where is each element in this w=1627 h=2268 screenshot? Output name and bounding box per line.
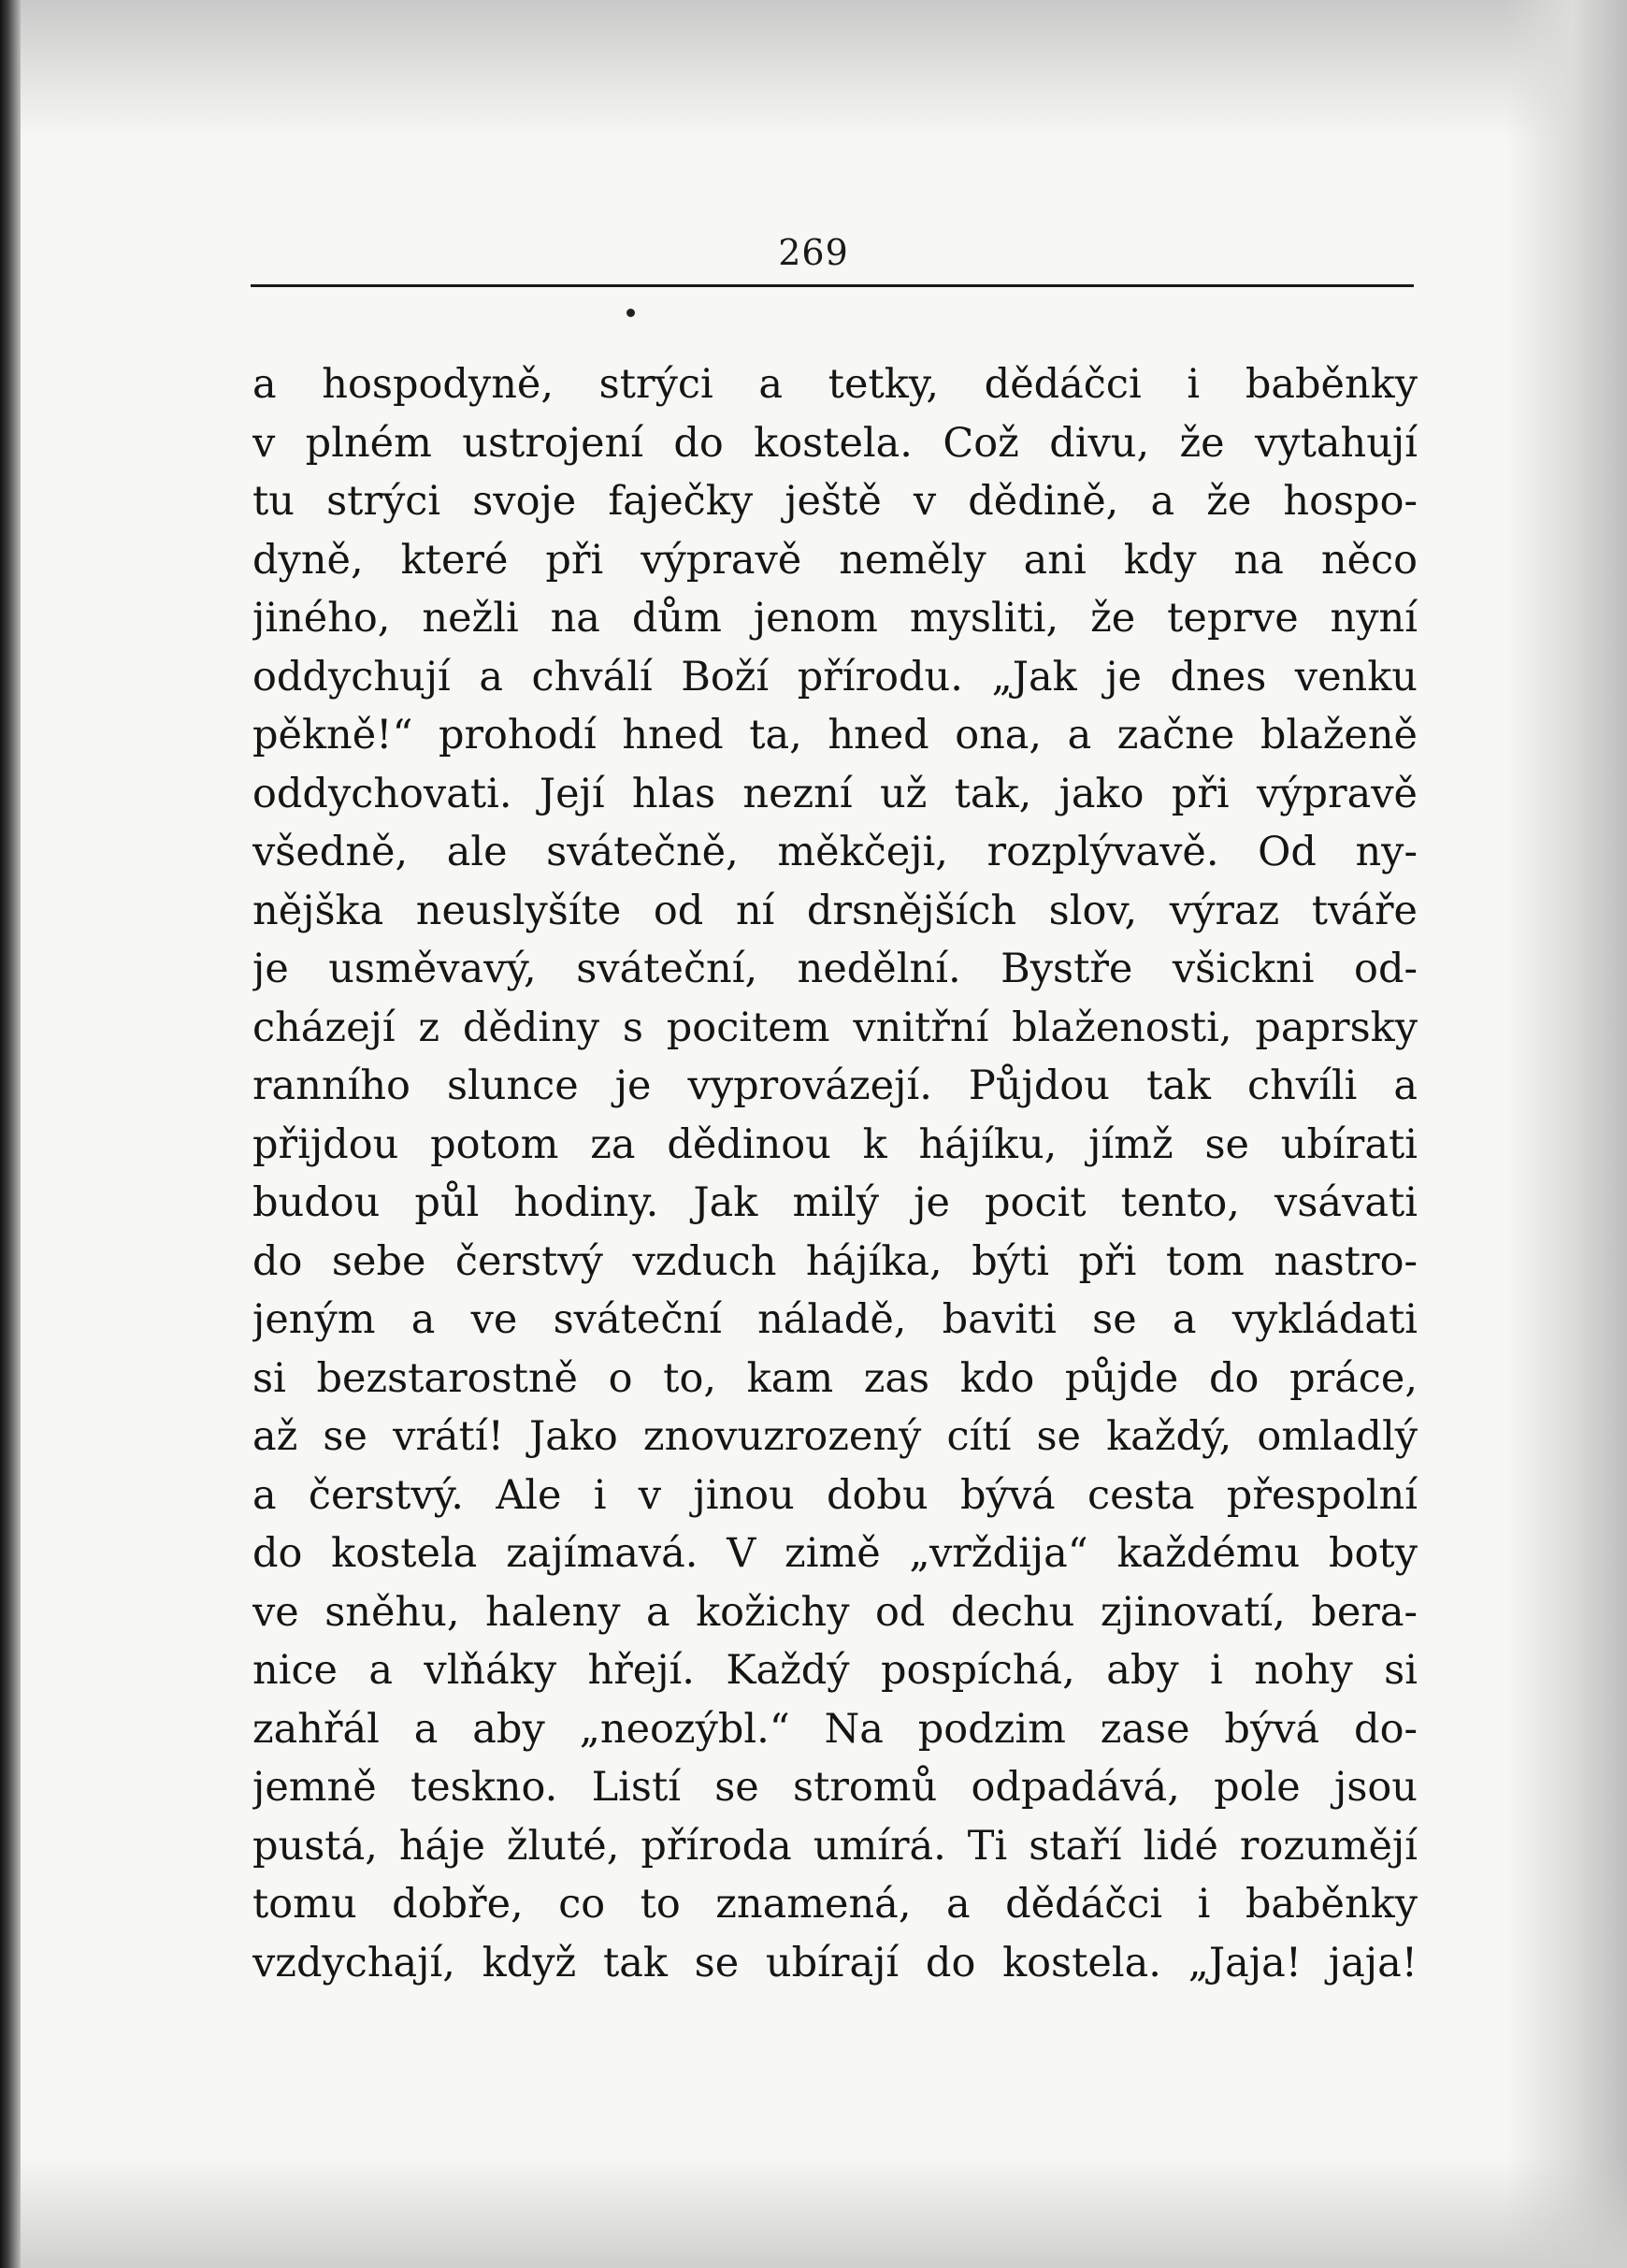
text-line: a čerstvý. Ale i v jinou dobu bývá cesta přespolní xyxy=(252,1471,1418,1519)
text-line: všedně, ale svátečně, měkčeji, rozplývavě. Od ny- xyxy=(252,829,1418,875)
text-line: ve sněhu, haleny a kožichy od dechu zjinovatí, bera- xyxy=(252,1588,1418,1636)
text-line: pustá, háje žluté, příroda umírá. Ti staří lidé rozumějí xyxy=(252,1822,1418,1870)
page-shadow-top xyxy=(0,0,1627,140)
text-line: pěkně!“ prohodí hned ta, hned ona, a začne blaženě xyxy=(252,712,1418,758)
text-line: oddychují a chválí Boží přírodu. „Jak je dnes venku xyxy=(252,653,1418,701)
page-shadow-bottom xyxy=(0,2156,1627,2268)
body-text xyxy=(252,355,1418,1992)
print-speck xyxy=(626,309,635,317)
text-line: si bezstarostně o to, kam zas kdo půjde do práce, xyxy=(252,1354,1418,1402)
text-line: jiného, nežli na dům jenom mysliti, že teprve nyní xyxy=(252,595,1418,642)
text-line: až se vrátí! Jako znovuzrozený cítí se každý, omladlý xyxy=(252,1413,1418,1460)
text-line: ranního slunce je vyprovázejí. Půjdou tak chvíli a xyxy=(252,1062,1418,1109)
text-line: v plném ustrojení do kostela. Což divu, že vytahují xyxy=(252,419,1418,467)
text-line: přijdou potom za dědinou k hájíku, jímž se ubírati xyxy=(252,1120,1418,1168)
header-rule xyxy=(251,284,1414,287)
text-line: jemně teskno. Listí se stromů odpadává, pole jsou xyxy=(252,1764,1418,1811)
page-shadow-right xyxy=(1505,0,1627,2268)
text-line: nice a vlňáky hřejí. Každý pospíchá, aby i nohy si xyxy=(252,1647,1418,1694)
text-line: je usměvavý, sváteční, nedělní. Bystře všickni od- xyxy=(252,946,1418,992)
text-line: oddychovati. Její hlas nezní už tak, jako při výpravě xyxy=(252,770,1418,817)
text-line: vzdychají, když tak se ubírají do kostela. „Jaja! jaja! xyxy=(252,1939,1418,1986)
binding-edge xyxy=(0,0,21,2268)
text-line: cházejí z dědiny s pocitem vnitřní blaženosti, paprsky xyxy=(252,1004,1418,1051)
text-line: tomu dobře, co to znamená, a dědáčci i baběnky xyxy=(252,1881,1418,1928)
text-line: do kostela zajímavá. V zimě „vrždija“ každému boty xyxy=(252,1530,1418,1577)
text-line: dyně, které při výpravě neměly ani kdy na něco xyxy=(252,536,1418,584)
page-number: 269 xyxy=(778,232,849,273)
text-line: nějška neuslyšíte od ní drsnějších slov, výraz tváře xyxy=(252,887,1418,934)
text-line: jeným a ve sváteční náladě, baviti se a vykládati xyxy=(252,1296,1418,1343)
text-line: do sebe čerstvý vzduch hájíka, býti při tom nastro- xyxy=(252,1237,1418,1285)
text-line: a hospodyně, strýci a tetky, dědáčci i baběnky xyxy=(252,361,1418,408)
text-line: tu strýci svoje faječky ještě v dědině, a že hospo- xyxy=(252,478,1418,525)
text-line: budou půl hodiny. Jak milý je pocit tento, vsávati xyxy=(252,1179,1418,1226)
text-line: zahřál a aby „neozýbl.“ Na podzim zase bývá do- xyxy=(252,1705,1418,1753)
